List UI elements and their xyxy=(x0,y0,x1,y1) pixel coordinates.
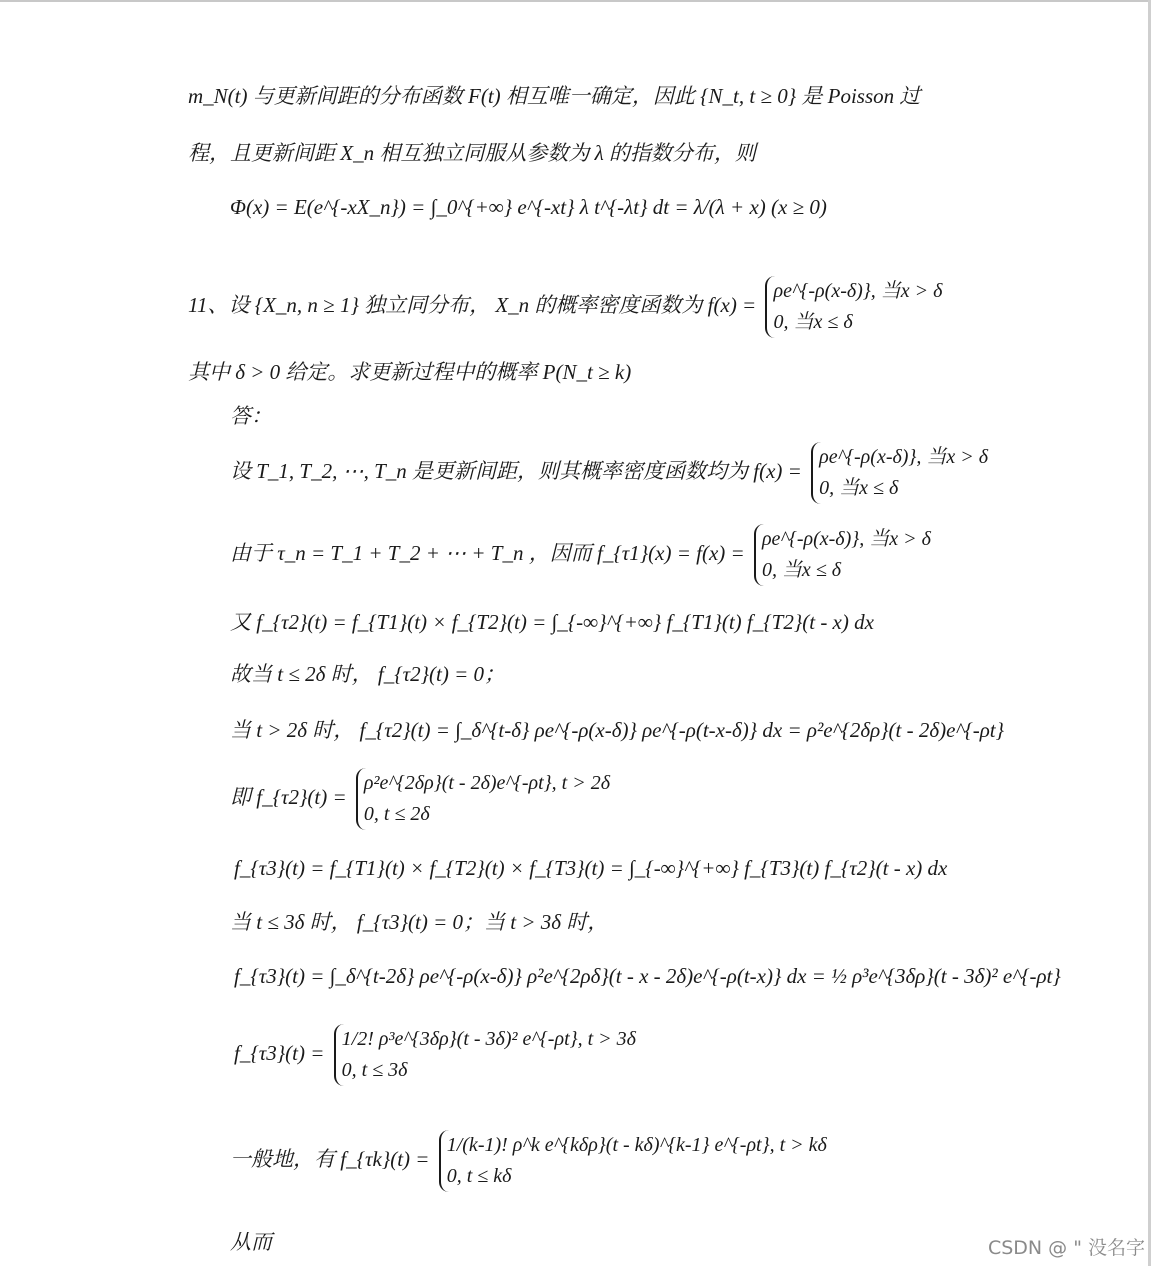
answer-text-2: 由于 τ_n = T_1 + T_2 + ⋯ + T_n ，因而 f_{τ1}(x) = f(x) = xyxy=(230,540,745,565)
general-label: 一般地，有 f_{τk}(t) = xyxy=(230,1146,430,1171)
text-line-2: 程，且更新间距 X_n 相互独立同服从参数为 λ 的指数分布，则 xyxy=(188,141,756,165)
piece-general-a: 1/(k-1)! ρ^k e^{kδρ}(t - kδ)^{k-1} e^{-ρt}, t > kδ xyxy=(446,1134,827,1156)
answer-row-1 xyxy=(230,442,988,504)
tau3-label: f_{τ3}(t) = xyxy=(234,1040,325,1065)
piece-tau2-b: 0, t ≤ 2δ xyxy=(363,803,430,825)
piece-tau3-b: 0, t ≤ 3δ xyxy=(341,1059,408,1081)
formula-laplace: Φ(x) = E(e^{-xX_n}) = ∫_0^{+∞} e^{-xt} λ t^{-λt} dt = λ/(λ + x) (x ≥ 0) xyxy=(230,195,827,219)
text-line-1: m_N(t) 与更新间距的分布函数 F(t) 相互唯一确定，因此 {N_t, t ≥ 0} 是 Poisson 过 xyxy=(188,84,921,108)
piece-case-3b: 0, 当x ≤ δ xyxy=(761,559,842,581)
piece-general-b: 0, t ≤ kδ xyxy=(446,1165,512,1187)
piece-case-1b: 0, 当x ≤ δ xyxy=(773,311,853,333)
answer-row-tau2 xyxy=(230,768,610,830)
piece-tau2-a: ρ²e^{2δρ}(t - 2δ)e^{-ρt}, t > 2δ xyxy=(363,772,611,794)
text-line-5: 其中 δ > 0 给定。求更新过程中的概率 P(N_t ≥ k) xyxy=(188,360,632,384)
answer-row-2 xyxy=(230,524,931,586)
frame-top-border xyxy=(0,0,1151,2)
piece-case-2b: 0, 当x ≤ δ xyxy=(819,477,899,499)
piecewise-density-1 xyxy=(765,276,942,338)
convolution-tau2: 又 f_{τ2}(t) = f_{T1}(t) × f_{T2}(t) = ∫_{-∞}^{+∞} f_{T1}(t) f_{T2}(t - x) dx xyxy=(230,610,874,634)
piece-case-1a: ρe^{-ρ(x-δ)}, 当x > δ xyxy=(773,280,943,302)
csdn-watermark: CSDN @ " 没名字 xyxy=(987,1237,1145,1259)
case-t-gt-2delta: 当 t > 2δ 时， f_{τ2}(t) = ∫_δ^{t-δ} ρe^{-ρ(x-δ)} ρe^{-ρ(t-x-δ)} dx = ρ²e^{2δρ}(t - 2δ)e^{-ρt} xyxy=(230,718,1005,742)
piecewise-tau3 xyxy=(334,1024,636,1086)
text-congerh: 从而 xyxy=(230,1230,272,1254)
piece-tau3-a: 1/2! ρ³e^{3δρ}(t - 3δ)² e^{-ρt}, t > 3δ xyxy=(341,1028,636,1050)
answer-row-tau3 xyxy=(234,1024,636,1086)
piecewise-general xyxy=(439,1130,827,1192)
piece-case-2a: ρe^{-ρ(x-δ)}, 当x > δ xyxy=(819,446,989,468)
tau2-label: 即 f_{τ2}(t) = xyxy=(230,784,347,809)
answer-row-general xyxy=(230,1130,827,1192)
integral-tau3: f_{τ3}(t) = ∫_δ^{t-2δ} ρe^{-ρ(x-δ)} ρ²e^{2ρδ}(t - x - 2δ)e^{-ρ(t-x)} dx = ½ ρ³e^{3δρ}(t - 3δ)² e^{-ρt} xyxy=(234,964,1061,988)
piecewise-tau2 xyxy=(356,768,610,830)
problem-11-row xyxy=(188,276,942,338)
piece-case-3a: ρe^{-ρ(x-δ)}, 当x > δ xyxy=(761,528,931,550)
convolution-tau3: f_{τ3}(t) = f_{T1}(t) × f_{T2}(t) × f_{T3}(t) = ∫_{-∞}^{+∞} f_{T3}(t) f_{τ2}(t - x) dx xyxy=(234,856,948,880)
problem-11-statement: 11、设 {X_n, n ≥ 1} 独立同分布， X_n 的概率密度函数为 f(x) = xyxy=(188,292,757,317)
piecewise-density-2 xyxy=(811,442,988,504)
answer-text-1: 设 T_1, T_2, ⋯, T_n 是更新间距，则其概率密度函数均为 f(x) = xyxy=(230,458,802,483)
case-t-le-2delta: 故当 t ≤ 2δ 时， f_{τ2}(t) = 0； xyxy=(230,662,506,686)
answer-label: 答： xyxy=(230,404,272,428)
piecewise-density-3 xyxy=(754,524,931,586)
case-tau3: 当 t ≤ 3δ 时， f_{τ3}(t) = 0；当 t > 3δ 时， xyxy=(230,910,609,934)
